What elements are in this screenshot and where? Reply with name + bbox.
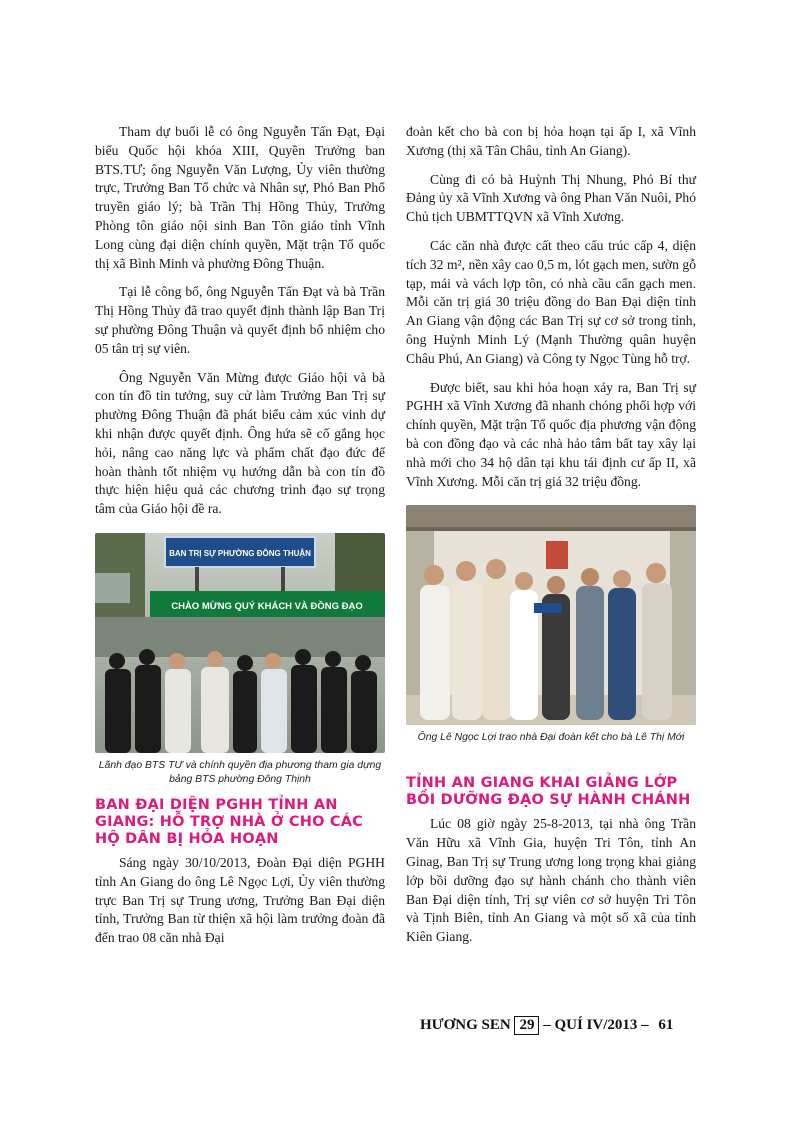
photo-signboard-ceremony bbox=[95, 533, 385, 753]
paragraph: Ông Nguyễn Văn Mừng được Giáo hội và bà con tín đồ tin tưởng, suy cử làm Trưởng Ban Trị sự phường Đông Thuận đã phát biểu cảm xúc vinh dự khi nhận được quyết định. Ông hứa sẽ cố gắng học hỏi, nâng cao năng lực và phẩm chất đạo đức để hoàn thành tốt nhiệm vụ hướng dẫn bà con tín đồ thực hiện hiệu quả các chương trình đạo sự trọng tâm của Giáo hội đề ra. bbox=[95, 369, 385, 517]
quarter-label: – QUÍ IV/2013 – bbox=[543, 1017, 649, 1033]
paragraph: Các căn nhà được cất theo cấu trúc cấp 4, diện tích 32 m², nền xây cao 0,5 m, lót gạch men, sườn gỗ tạp, mái và vách lợp tôn, có nhà cầu cẩn gạch men. Mỗi căn trị giá 30 triệu đồng do Ban Đại diện tỉnh An Giang vận động các Ban Trị sự cơ sở trong tỉnh, ông Huỳnh Minh Lý (Mạnh Thường quân huyện Châu Phú, An Giang) và Công ty Ngọc Tùng hỗ trợ. bbox=[406, 237, 696, 366]
article-heading: BAN ĐẠI DIỆN PGHH TỈNH AN GIANG: HỖ TRỢ NHÀ Ở CHO CÁC HỘ DÂN BỊ HỎA HOẠN bbox=[95, 796, 363, 847]
paragraph: Tại lễ công bố, ông Nguyễn Tấn Đạt và bà Trần Thị Hồng Thủy đã trao quyết định thành lập Ban Trị sự phường Đông Thuận và quyết định bổ nhiệm cho 05 tân trị sự viên. bbox=[95, 284, 385, 356]
photo-caption: Lãnh đạo BTS TƯ và chính quyền địa phương tham gia dựng bảng BTS phường Đông Thịnh bbox=[98, 759, 382, 785]
sign-text: BAN TRỊ SỰ PHƯỜNG ĐÔNG THUẬN bbox=[169, 548, 311, 558]
photo-caption: Ông Lê Ngọc Lợi trao nhà Đại đoàn kết cho bà Lê Thị Mới bbox=[417, 732, 685, 744]
paragraph: Tham dự buổi lễ có ông Nguyễn Tấn Đạt, Đại biểu Quốc hội khóa XIII, Quyền Trưởng ban BTS.TƯ; ông Nguyễn Văn Lượng, Ủy viên thường trực, Trưởng Ban Tổ chức và Nhân sự, Phó Ban Phổ truyền giáo lý; bà Trần Thị Hồng Thủy, Trưởng Phòng tôn giáo nội sinh Ban Tôn giáo tỉnh Vĩnh Long cùng đại diện chính quyền, Mặt trận Tổ quốc thị xã Bình Minh và phường Đông Thuận. bbox=[95, 124, 385, 271]
issue-number: 29 bbox=[514, 1016, 539, 1035]
page-number: 61 bbox=[658, 1017, 674, 1033]
paragraph: Được biết, sau khi hỏa hoạn xảy ra, Ban Trị sự PGHH xã Vĩnh Xương đã nhanh chóng phối hợp với chính quyền, Mặt trận Tổ quốc địa phương vận động bà con đồng đạo và các nhà hảo tâm bất tay xây lại nhà mới cho 34 hộ dân tại khu tái định cư ấp II, xã Vĩnh Xương. Mỗi căn trị giá 32 triệu đồng. bbox=[406, 379, 696, 489]
right-column bbox=[406, 123, 696, 957]
left-column bbox=[95, 123, 385, 958]
banner-text: CHÀO MỪNG QUÝ KHÁCH VÀ ĐỒNG ĐẠO bbox=[171, 600, 363, 612]
magazine-name: HƯƠNG SEN bbox=[420, 1017, 511, 1033]
paragraph: đoàn kết cho bà con bị hỏa hoạn tại ấp I, xã Vĩnh Xương (thị xã Tân Châu, tỉnh An Giang). bbox=[406, 124, 696, 158]
paragraph: Cùng đi có bà Huỳnh Thị Nhung, Phó Bí thư Đảng ủy xã Vĩnh Xương và ông Phan Văn Nuôi, Phó Chủ tịch UBMTTQVN xã Vĩnh Xương. bbox=[406, 171, 696, 225]
article-heading: TỈNH AN GIANG KHAI GIẢNG LỚP BỒI DƯỠNG ĐẠO SỰ HÀNH CHÁNH bbox=[406, 775, 691, 809]
paragraph: Sáng ngày 30/10/2013, Đoàn Đại diện PGHH tỉnh An Giang do ông Lê Ngọc Lợi, Ủy viên thường trực Ban Trị sự Trung ương, Trưởng Ban Đại diện tỉnh, Trưởng Ban từ thiện xã hội làm trưởng đoàn đã đến trao 08 căn nhà Đại bbox=[95, 854, 385, 946]
page-footer bbox=[420, 1016, 720, 1035]
paragraph: Lúc 08 giờ ngày 25-8-2013, tại nhà ông Trần Văn Hữu xã Vĩnh Gia, huyện Tri Tôn, tỉnh An Ginag, Ban Trị sự Trung ương long trọng khai giảng lớp bồi dưỡng đạo sự hành chánh cho thành viên Ban Đại diện tỉnh, Trị sự viên cơ sở huyện Tri Tôn và Tịnh Biên, tỉnh An Giang và một số xã của tỉnh Kiên Giang. bbox=[406, 816, 696, 945]
photo-house-handover bbox=[406, 505, 696, 725]
